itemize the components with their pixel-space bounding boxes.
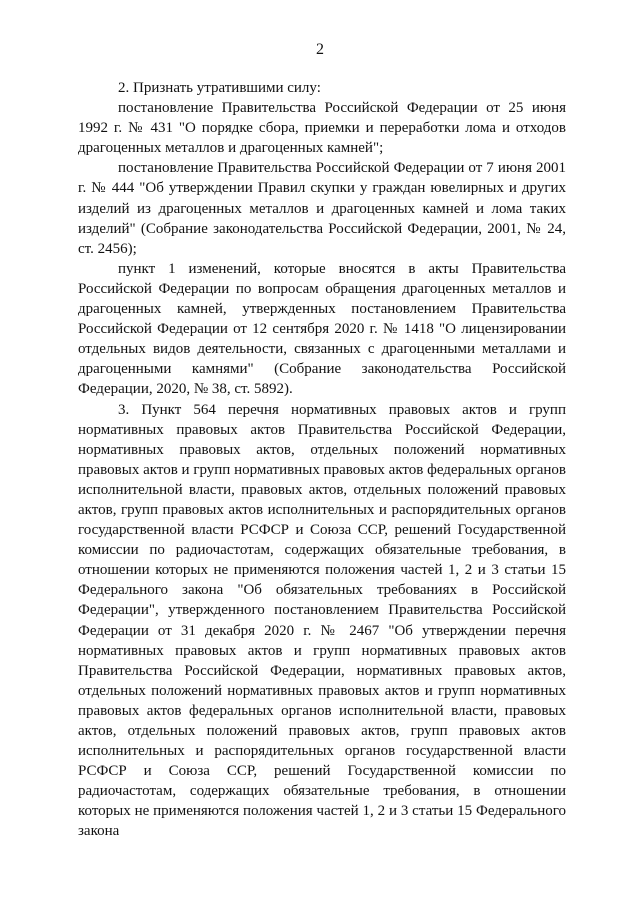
paragraph-resolution-2001: постановление Правительства Российской Федерации от 7 июня 2001 г. № 444 "Об утверждении Правил скупки у граждан ювелирных и других изделий из драгоценных металлов и драгоценных камней и лома таких изделий" (Собрание законодательства Российской Федерации, 2001, № 24, ст. 2456); [78,160,566,257]
page-number: 2 [316,41,324,58]
paragraph-item-3: 3. Пункт 564 перечня нормативных правовых актов и групп нормативных правовых актов Правительства Российской Федерации, нормативных правовых актов, отдельных положений нормативных правовых актов и групп нормативных правовых актов федеральных органов исполнительной власти, правовых актов, отдельных положений правовых актов, групп правовых актов исполнительных и распорядительных органов государственной власти РСФСР и Союза ССР, решений Государственной комиссии по радиочастотам, содержащих обязательные требования, в отношении которых не применяются положения частей 1, 2 и 3 статьи 15 Федерального закона "Об обязательных требованиях в Российской Федерации", утвержденного постановлением Правительства Российской Федерации от 31 декабря 2020 г. № 2467 "Об утверждении перечня нормативных правовых актов и групп нормативных правовых актов Правительства Российской Федерации, нормативных правовых актов, отдельных положений нормативных правовых актов и групп нормативных правовых актов федеральных органов исполнительной власти, правовых актов, отдельных положений правовых актов, групп правовых актов исполнительных и распорядительных органов государственной власти РСФСР и Союза ССР, решений Государственной комиссии по радиочастотам, содержащих обязательные требования, в отношении которых не применяются положения частей 1, 2 и 3 статьи 15 Федерального закона [78,401,566,840]
paragraph-item-2-heading: 2. Признать утратившими силу: [118,80,321,96]
paragraph-resolution-1992: постановление Правительства Российской Федерации от 25 июня 1992 г. № 431 "О порядке сбора, приемки и переработки лома и отходов драгоценных металлов и драгоценных камней"; [78,100,566,157]
paragraph-changes-point-1: пункт 1 изменений, которые вносятся в акты Правительства Российской Федерации по вопросам обращения драгоценных металлов и драгоценных камней, утвержденных постановлением Правительства Российской Федерации от 12 сентября 2020 г. № 1418 "О лицензировании отдельных видов деятельности, связанных с драгоценными металлами и драгоценными камнями" (Собрание законодательства Российской Федерации, 2020, № 38, ст. 5892). [78,260,566,398]
document-body [78,78,566,842]
